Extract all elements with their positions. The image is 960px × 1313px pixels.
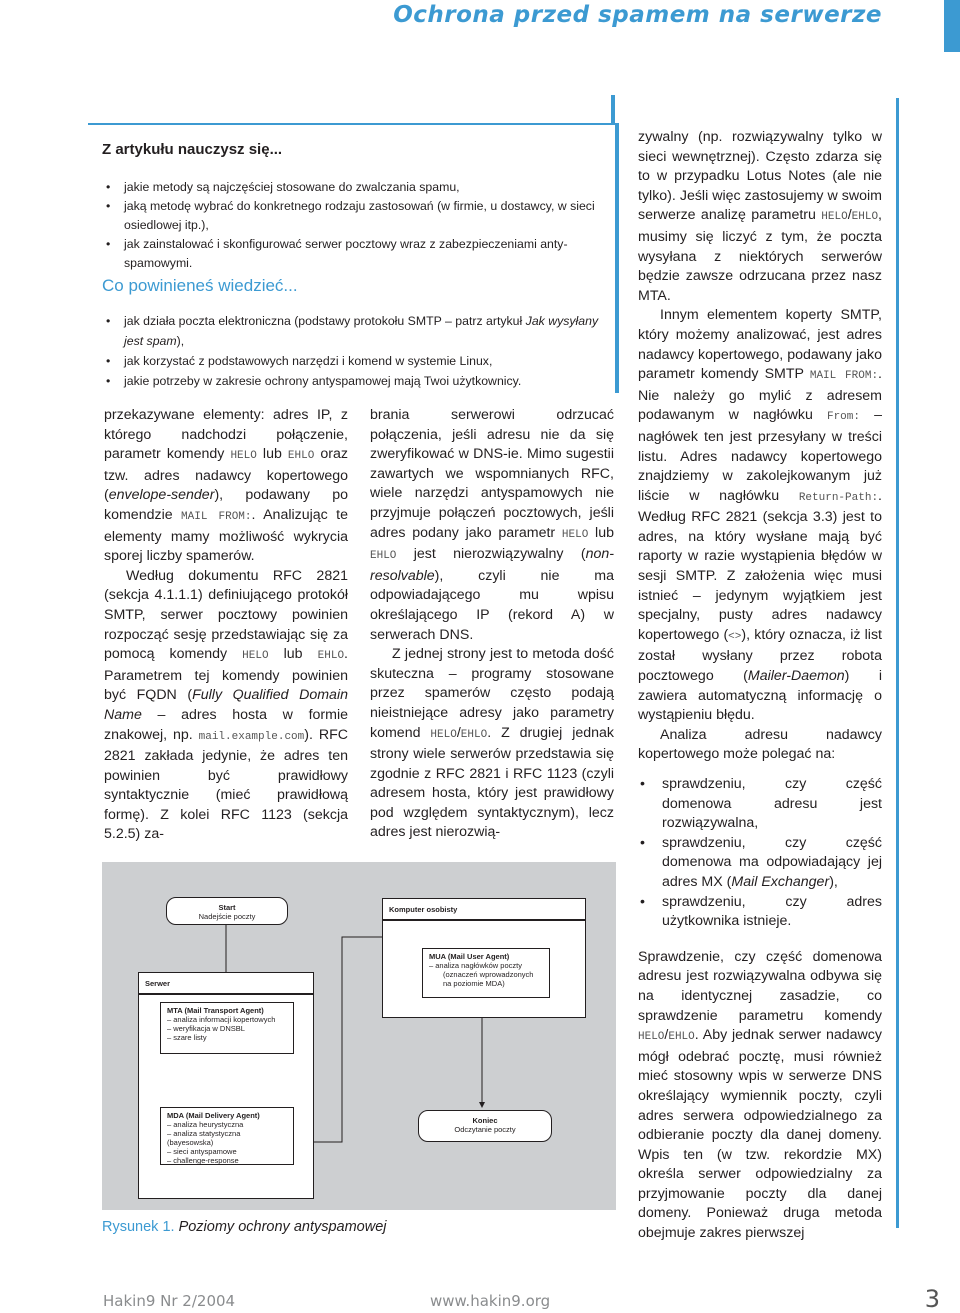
column-2 bbox=[370, 406, 614, 843]
page-header bbox=[0, 0, 960, 58]
figure-caption: Rysunek 1. Poziomy ochrony antyspamowej bbox=[102, 1219, 387, 1235]
bullet-list bbox=[638, 775, 882, 932]
know-item: • jak działa poczta elektroniczna (podstawy protokołu SMTP – patrz artykuł Jak wysyłany jest spam), bbox=[106, 311, 601, 351]
sidebox-heading-learn: Z artykułu nauczysz się... bbox=[102, 141, 283, 158]
learn-item: • jak zainstalować i skonfigurować serwer pocztowy wraz z zabezpieczeniami anty-spamowymi. bbox=[106, 235, 601, 273]
paragraph: Z jednej strony jest to metoda dość skuteczna – programy stosowane przez spamerów często podają nieistniejące adresy jako parametry komend HELO/EHLO. Z drugiej jednak strony wiele serwerów przedstawia się zgodnie z RFC 2821 i RFC 1123 (czyli adresem hosta, który jest prawidłowy pod względem syntaktycznym), lecz adres jest nierozwią- bbox=[370, 646, 614, 841]
know-item: • jakie potrzeby w zakresie ochrony antyspamowej mają Twoi użytkownicy. bbox=[106, 371, 601, 391]
mda-box: MDA (Mail Delivery Agent) – analiza heurystyczna – analiza statystyczna (bayesowska) – sieci antyspamowe – challenge-response bbox=[160, 1107, 294, 1165]
paragraph: przekazywane elementy: adres IP, z którego nadchodzi połączenie, parametr komendy HELO lub EHLO oraz tzw. adres nadawcy kopertowego (envelope-sender), podawany po komendzie MAIL FROM:. Analizując te elementy mamy możliwość wykrycia sporej liczby spamerów. bbox=[104, 407, 348, 565]
list-item: • sprawdzeniu, czy część domenowa adresu jest rozwiązywalna, bbox=[638, 775, 882, 834]
learn-list bbox=[106, 178, 601, 273]
computer-label: Komputer osobisty bbox=[382, 898, 586, 920]
know-list bbox=[106, 311, 601, 391]
sidebox-heading-know: Co powinieneś wiedzieć... bbox=[102, 276, 298, 295]
paragraph: zywalny (np. rozwiązywalny tylko w sieci wewnętrznej). Często zdarza się to w przypadku Lotus Notes (ale nie tylko). Jeśli więc zastosujemy w swoim serwerze analizę parametru HELO/EHLO, musimy się liczyć z tym, że poczta wysyłana z niektórych serwerów będzie zawsze odrzucana przez nasz MTA. bbox=[638, 129, 882, 304]
paragraph: Innym elementem koperty SMTP, który możemy analizować, jest adres nadawcy kopertowego, podawany jako parametr komendy SMTP MAIL FROM:. Nie należy go mylić z adresem podawanym w nagłówku From: – nagłówek ten jest przesyłany w treści listu. Adres nadawcy kopertowego znajdziemy w zakolejkowanym już liście w nagłówku Return-Path:. Według RFC 2821 (sekcja 3.3) jest to adres, na który wysłane mają być raporty w razie wystąpienia błędów w sesji SMTP. Z założenia więc musi istnieć – jedynym wyjątkiem jest specjalny, pusty adres nadawcy kopertowego (<>), który oznacza, iż list został wysłany przez robota pocztowego (Mailer-Daemon) i zawiera automatyczną informację o wystąpieniu błędu. bbox=[638, 307, 882, 724]
sidebox bbox=[88, 123, 619, 393]
mua-box: MUA (Mail User Agent) – analiza nagłówków poczty (oznaczeń wprowadzonych na poziomie MDA) bbox=[422, 948, 550, 998]
paragraph: Analiza adresu nadawcy kopertowego może polegać na: bbox=[638, 726, 882, 763]
sidebox-accent bbox=[611, 95, 615, 125]
paragraph: Sprawdzenie, czy część domenowa adresu jest rozwiązywalna odbywa się na identycznej zasadzie, co sprawdzenie parametru komendy HELO/EHLO. Aby jednak serwer nadawcy mógł odebrać pocztę, musi również mieć stosowny wpis w serwerze DNS określający wymiennik poczty, czyli adres serwera odpowiedzialnego za odbieranie poczty dla danej domeny. Wpis ten (w tzw. rekordzie MX) określa serwer odpowiedzialny za przyjmowanie poczty dla danej domeny. Ponieważ druga metoda obejmuje zakres pierwszej bbox=[638, 948, 882, 1242]
column-1 bbox=[104, 406, 348, 845]
start-node: Start Nadejście poczty bbox=[166, 897, 288, 925]
paragraph: Według dokumentu RFC 2821 (sekcja 4.1.1.1) definiującego protokół SMTP, serwer pocztowy powinien rozpocząć sesję przedstawiając się za pomocą komendy HELO lub EHLO. Parametrem tej komendy powinien być FQDN (Fully Qualified Domain Name – adres hosta w formie znakowej, np. mail.example.com). RFC 2821 zakłada jedynie, że adres ten powinien być prawidłowy syntaktycznie (mieć prawidłową formę). Z kolei RFC 1123 (sekcja 5.2.5) za- bbox=[104, 567, 348, 843]
know-item: • jak korzystać z podstawowych narzędzi i komend w systemie Linux, bbox=[106, 351, 601, 371]
mta-box: MTA (Mail Transport Agent) – analiza informacji kopertowych – weryfikacja w DNSBL – szare listy bbox=[160, 1002, 294, 1054]
learn-item: • jaką metodę wybrać do konkretnego rodzaju zastosowań (w firmie, u dostawcy, w sieci osiedlowej itp.), bbox=[106, 197, 601, 235]
figure-diagram bbox=[102, 862, 616, 1210]
page-number: 3 bbox=[924, 1285, 940, 1313]
list-item: • sprawdzeniu, czy adres użytkownika istnieje. bbox=[638, 893, 882, 932]
column-3 bbox=[638, 128, 882, 1244]
footer-issue: Hakin9 Nr 2/2004 bbox=[103, 1292, 236, 1310]
header-accent-bar bbox=[944, 0, 960, 52]
list-item: • sprawdzeniu, czy część domenowa ma odpowiadający jej adres MX (Mail Exchanger), bbox=[638, 834, 882, 893]
running-title: Ochrona przed spamem na serwerze bbox=[393, 2, 882, 28]
footer-url: www.hakin9.org bbox=[430, 1292, 551, 1310]
learn-item: • jakie metody są najczęściej stosowane do zwalczania spamu, bbox=[106, 178, 601, 197]
server-label: Serwer bbox=[138, 972, 314, 994]
end-node: Koniec Odczytanie poczty bbox=[418, 1110, 552, 1142]
paragraph: brania serwerowi odrzucać połączenia, jeśli adresu nie da się zweryfikować w DNS-ie. Mimo sugestii zawartych we wspomnianych RFC, wiele narzędzi antyspamowych nie przyjmuje połączeń pocztowych, jeśli adres podany jako parametr HELO lub EHLO jest nierozwiązywalny (non-resolvable), czyli nie ma odpowiadającego mu wpisu określającego IP (rekord A) w serwerach DNS. bbox=[370, 407, 614, 643]
right-rule bbox=[896, 98, 899, 1228]
